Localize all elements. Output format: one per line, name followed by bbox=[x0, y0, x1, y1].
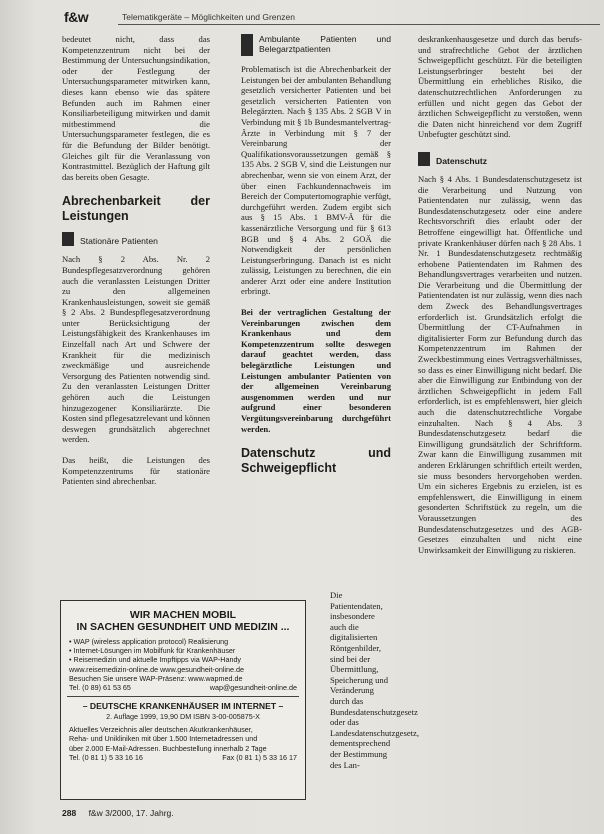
ad-email: wap@gesundheit-online.de bbox=[209, 683, 297, 693]
ad-contact-row bbox=[69, 683, 297, 692]
subheading-ambulant bbox=[241, 34, 391, 56]
section-marker-icon bbox=[418, 152, 430, 166]
subheading-label: Datenschutz bbox=[436, 155, 488, 166]
col3-paragraph-2: Nach § 4 Abs. 1 Bundesdatenschutzgesetz ist die Verarbeitung und Nutzung von Patientendaten nur zulässig, wenn das Bundesdatenschutzgesetz oder eine andere Rechtsvorschrift dies erlaubt oder der Betroffene eingewilligt hat. Öffentliche und private Krankenhäuser dürfen nach § 28 Abs. 1 Nr. 1 Bundesdatenschutzgesetz rechtmäßig erhobene Patientendaten im Rahmen des Behandlungsvertrages verarbeiten und nutzen. Die Verarbeitung und die Übermittlung der Patientendaten ist nur zulässig, wenn dies nach dem Zweck des Behandlungsvertrages erforderlich ist. Grundsätzlich erfolgt die Übermittlung der CT-Aufnahmen in digitalisierter Form zur Befundung durch das Kompetenzzentrum im Rahmen der Zweckbestimmung eines Vertragsverhältnisses, so dass es einer Einwilligung nicht bedarf. Die aber die Einwilligung zur Entbindung von der ärztlichen Schweigepflicht in jedem Fall erforderlich, ist es empfehlenswert, hier gleich auch die datenschutzrechtliche Vorgabe einzuhalten. Nach § 4 Abs. 3 Bundesdatenschutzgesetz bedarf die Einwilligung grundsätzlich der Schriftform. Zwar kann die Einwilligung zusammen mit anderen Erklärungen schriftlich erteilt werden, sie muss besonders hervorgehoben werden. Um ein sicheres Ergebnis zu erzielen, ist es empfehlenswert, die Einwilligung in einem gesonderten Schriftstück zu regeln, um die Voraussetzungen des Bundesdatenschutzgesetzes und des AGB-Gesetzes einzuhalten und nicht eine Unwirksamkeit der Einwilligung zu riskieren. bbox=[418, 173, 582, 555]
subheading-label: Stationäre Patienten bbox=[80, 236, 158, 247]
section-marker-icon bbox=[62, 232, 74, 246]
col2-narrow-paragraph: Die Patientendaten, insbesondere auch die digitalisierten Röntgenbilder, sind bei der Übermittlung, Speicherung und Veränderung durch das Bundesdatenschutzgesetz oder das Landesdatenschutzgesetz, dementsprechend der Bestimmung des Lan- bbox=[330, 590, 420, 770]
ad-title-2: – DEUTSCHE KRANKENHÄUSER IM INTERNET – bbox=[82, 701, 284, 712]
ad-contact-row-2 bbox=[69, 753, 297, 762]
heading-datenschutz: Datenschutz und Schweigepflicht bbox=[241, 446, 391, 476]
page-header bbox=[52, 6, 600, 26]
ad-title bbox=[61, 609, 305, 633]
heading-abrechenbarkeit: Abrechenbarkeit der Leistungen bbox=[62, 194, 210, 224]
ad-line: Besuchen Sie unsere WAP-Präsenz: www.wapmed.de bbox=[69, 673, 243, 683]
col1-paragraph-3: Das heißt, die Leistungen des Kompetenzzentrums für stationäre Patienten sind abrechenbar. bbox=[62, 455, 210, 487]
page-number: 288 bbox=[62, 808, 77, 818]
subheading-datenschutz bbox=[418, 152, 582, 166]
issue-info: f&w 3/2000, 17. Jahrg. bbox=[88, 808, 174, 818]
page-footer bbox=[62, 808, 174, 818]
ad-line: • Reisemedizin und aktuelle Impftipps via WAP-Handy bbox=[69, 655, 242, 665]
col3-paragraph-1: deskrankenhausgesetze und durch das berufs- und strafrechtliche Gebot der ärztlichen Schweigepflicht geschützt. Für die beteiligten Leistungserbringer besteht bei der Übermittlung ein erhebliches Risiko, die datenschutzrechtlichen Anforderungen zu erfüllen und nicht gegen das Gebot der ärztlichen Schweigepflicht zu verstoßen, wenn die Daten nicht hinreichend vor dem Zugriff Unbefugter geschützt sind. bbox=[418, 34, 582, 140]
column-1 bbox=[62, 34, 210, 497]
ad-line: Aktuelles Verzeichnis aller deutschen Akutkrankenhäuser, bbox=[69, 725, 253, 735]
magazine-logo: f&w bbox=[64, 9, 89, 25]
section-title: Telematikgeräte – Möglichkeiten und Grenzen bbox=[122, 12, 295, 22]
advertisement-box bbox=[60, 600, 306, 800]
ad-feature-list bbox=[69, 637, 297, 692]
col1-paragraph-1: bedeutet nicht, dass das Kompetenzzentrum nicht bei der Bestimmung der Untersuchungsindikation, oder der Festlegung der Untersuchungsparameter mitwirken kann, dieses kann ebenso wie das spätere Befunden auch im Rahmen einer Konsiliarbeteiligung mitwirken und damit mitbestimmend die Untersuchungsparameter festlegen, die es für die Befundung der Bilder benötigt. Gleiches gilt für die Veranlassung von Kontrastmittel. Bezüglich der Haftung gilt das bereits oben Gesagte. bbox=[62, 34, 210, 182]
ad-line: • Internet-Lösungen im Mobilfunk für Krankenhäuser bbox=[69, 646, 236, 656]
ad-line: über 2.000 E-Mail-Adressen. Buchbestellung innerhalb 2 Tage bbox=[69, 743, 267, 753]
subheading-stationaer bbox=[62, 232, 210, 246]
ad-line: Reha- und Unikliniken mit über 1.500 Internetadressen und bbox=[69, 734, 258, 744]
ad-line: www.reisemedizin-online.de www.gesundheit-online.de bbox=[69, 664, 244, 674]
ad-line: • WAP (wireless application protocol) Realisierung bbox=[69, 637, 229, 646]
subheading-label: Ambulante Patienten und Belegarztpatienten bbox=[259, 34, 391, 54]
column-3 bbox=[418, 34, 582, 565]
section-marker-icon bbox=[241, 34, 253, 56]
ad-phone: Tel. (0 89) 61 53 65 bbox=[69, 683, 131, 693]
ad-edition: 2. Auflage 1999, 19,90 DM ISBN 3-00-005875-X bbox=[106, 712, 260, 722]
ad-description bbox=[69, 725, 297, 762]
column-2 bbox=[241, 34, 391, 484]
ad-phone-2: Tel. (0 81 1) 5 33 16 16 bbox=[69, 752, 143, 762]
ad-divider bbox=[67, 696, 299, 697]
col2-paragraph-2-emphasis: Bei der vertraglichen Gestaltung der Vereinbarungen zwischen dem Krankenhaus und dem Kompetenzzentrum sollte deswegen darauf geachtet werden, dass belegärztliche Leistungen und Leistungen ambulanter Patienten von der allgemeinen Vereinbarung ausgenommen werden und nur aufgrund einer besonderen Vergütungsvereinbarung durchgeführt werden. bbox=[241, 307, 391, 434]
col1-paragraph-2: Nach § 2 Abs. Nr. 2 Bundespflegesatzverordnung gehören auch die veranlassten Leistungen Dritter zu den allgemeinen Krankenhausleistungen, soweit sie gemäß § 2 Abs. 2 Bundespflegesatzverordnung unter Berücksichtigung der Leistungsfähigkeit des Krankenhauses im Einzelfall nach Art und Schwere der Krankheit für die medizinisch zweckmäßige und ausreichende Versorgung des Patienten notwendig sind. Zu den veranlassten Leistungen Dritter gehören auch die Leistungen hinzugezogener Konsiliarärzte. Die Kosten sind pflegesatzrelevant und können deswegen grundsätzlich abgerechnet werden. bbox=[62, 254, 210, 445]
ad-title-line-1: WIR MACHEN MOBIL bbox=[129, 609, 237, 621]
header-rule bbox=[118, 24, 600, 25]
ad-title-line-2: IN SACHEN GESUNDHEIT UND MEDIZIN ... bbox=[76, 621, 290, 633]
ad-fax: Fax (0 81 1) 5 33 16 17 bbox=[222, 752, 297, 762]
col2-paragraph-1: Problematisch ist die Abrechenbarkeit der Leistungen bei der ambulanten Behandlung gesetzlich versicherter Patienten und bei gesetzlich versicherten Patienten von Belegärzten. Nach § 135 Abs. 2 SGB V in Verbindung mit § 1b Bundesmantelvertrag-Ärzte in Verbindung mit § 7 der Vereinbarung der Qualifikationsvoraussetzungen gemäß § 135 Abs. 2 SGB V, sind die Leistungen nur abrechenbar, wenn sie von einem Arzt, der über einen Fachkundennachweis im Bereich der Computertomographie verfügt, durchgeführt werden. Zudem ergibt sich aus § 15 Abs. 1 BMV-Ä für die kassenärztliche Versorgung und für § 613 BGB und § 4 Abs. 2 GOÄ die Notwendigkeit der persönlichen Leistungserbringung. Danach ist es nicht zulässig, Leistungen zu berechnen, die ein anderer Arzt oder eine andere Institution erbringt. bbox=[241, 64, 391, 297]
